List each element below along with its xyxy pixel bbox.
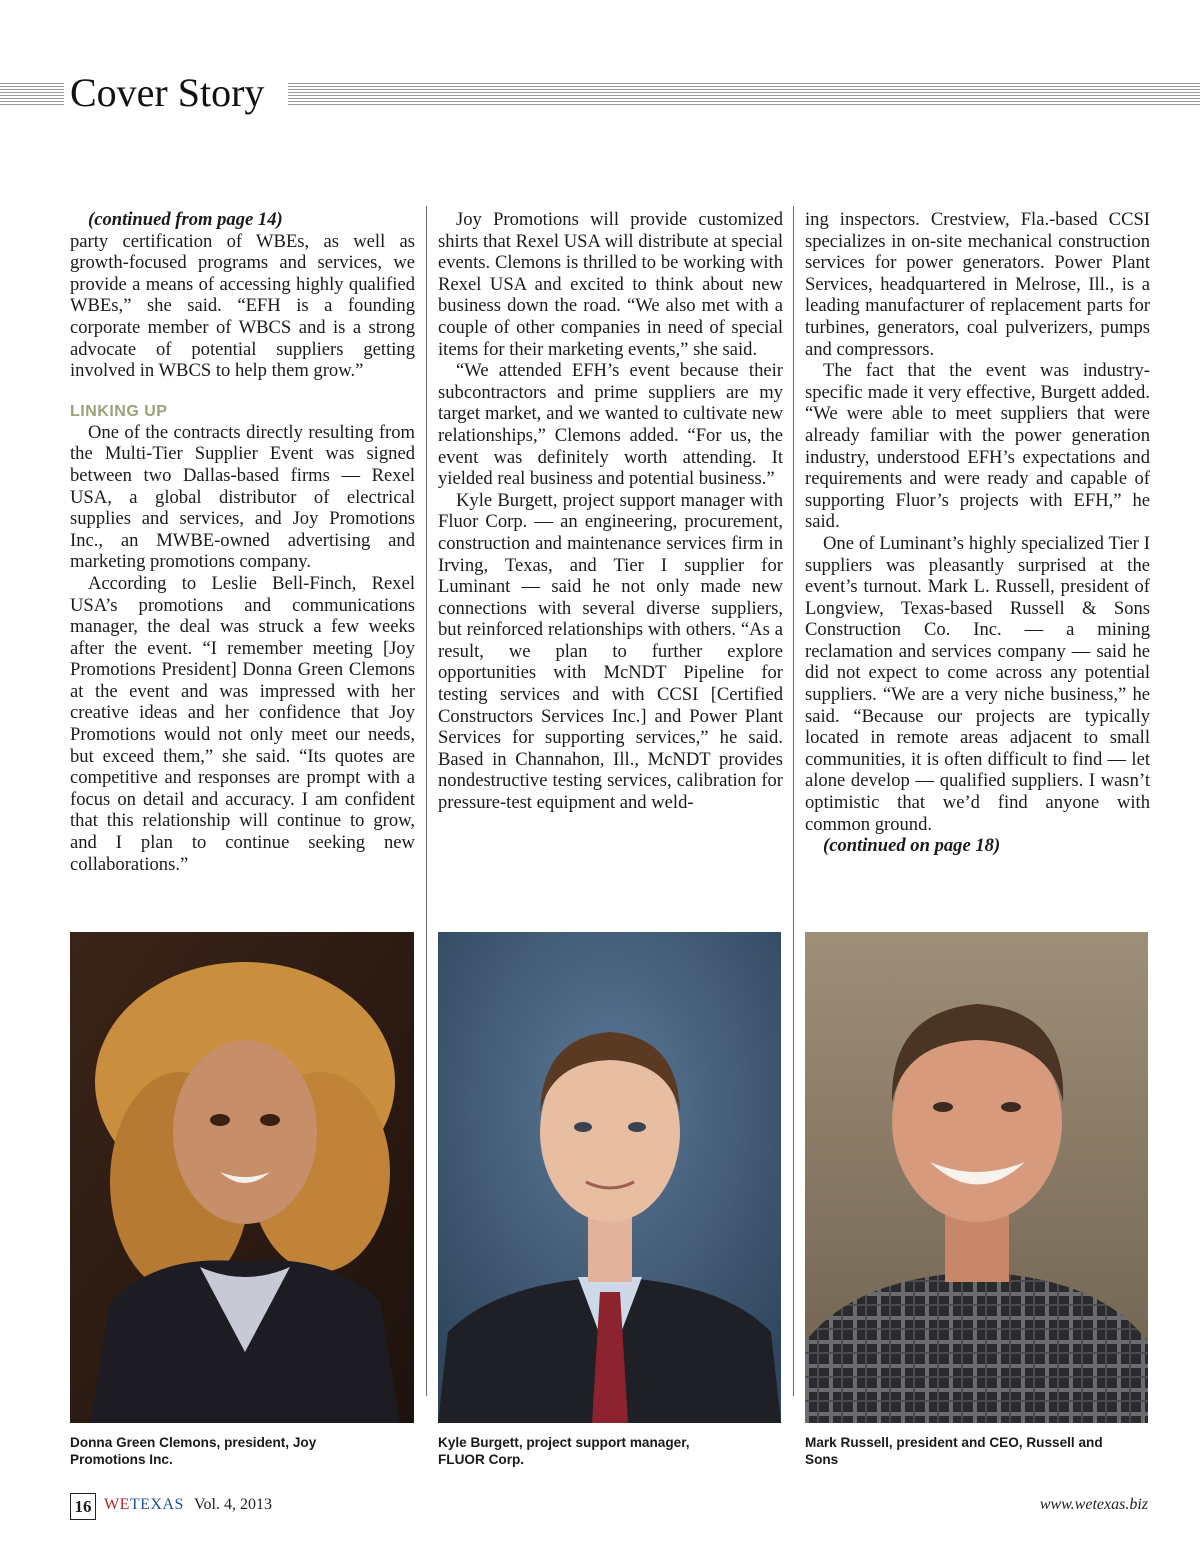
header-rule-left [0, 83, 64, 105]
paragraph: Joy Promotions will provide customized shirts that Rexel USA will distribute at special events. Clemons is thrilled to be working with Rexel USA and excited to think about new business down the road. “We also met with a couple of other companies in need of special items for their marketing events,” she said. [438, 209, 783, 360]
section-header [0, 70, 1200, 120]
paragraph: ing inspectors. Crestview, Fla.-based CCSI specializes in on-site mechanical construction services for power generators. Power Plant Services, headquartered in Melrose, Ill., is a leading manufacturer of replacement parts for turbines, generators, coal pulverizers, pumps and compressors. [805, 209, 1150, 360]
article-column-3 [805, 209, 1150, 857]
paragraph: “We attended EFH’s event because their subcontractors and prime suppliers are my target market, and we wanted to cultivate new relationships,” Clemons added. “For us, the event was definitely worth attending. It yielded real business and potential business.” [438, 360, 783, 490]
paragraph: Kyle Burgett, project support manager with Fluor Corp. — an engineering, procurement, construction and maintenance services firm in Irving, Texas, and Tier I supplier for Luminant — said he not only made new connections with several diverse suppliers, but reinforced relationships with others. “As a result, we plan to further explore opportunities with McNDT Pipeline for testing services and with CCSI [Certified Constructors Services Inc.] and Power Plant Services for supporting services,” he said. Based in Channahon, Ill., McNDT provides nondestructive testing services, calibration for pressure-test equipment and weld- [438, 489, 783, 814]
paragraph: The fact that the event was industry-specific made it very effective, Burgett added. “We were able to meet suppliers that were already familiar with the power generation industry, understood EFH’s expectations and requirements and were ready and capable of supporting Fluor’s projects with EFH,” he said. [805, 360, 1150, 533]
brand-we: WE [104, 1496, 130, 1513]
subhead-linking-up: LINKING UP [70, 402, 168, 420]
photo-caption: Mark Russell, president and CEO, Russell and Sons [805, 1435, 1103, 1467]
article-column-1 [70, 209, 415, 875]
article-column-2 [438, 209, 783, 814]
paragraph: One of the contracts directly resulting from the Multi-Tier Supplier Event was signed between two Dallas-based firms — Rexel USA, a global distributor of electrical supplies and services, and Joy Promotions Inc., an MWBE-owned advertising and marketing promotions company. [70, 421, 415, 573]
website-url: www.wetexas.biz [1039, 1496, 1148, 1513]
page-number: 16 [70, 1493, 96, 1520]
portrait-photo-kyle-burgett [438, 932, 781, 1423]
column-divider-1 [426, 206, 427, 1396]
paragraph: According to Leslie Bell-Finch, Rexel USA’s promotions and communications manager, the deal was struck a few weeks after the event. “I remember meeting [Joy Promotions President] Donna Green Clemons at the event and was impressed with her creative ideas and her confidence that Joy Promotions would not only meet our needs, but exceed them,” she said. “Its quotes are competitive and responses are prompt with a focus on detail and accuracy. I am confident that this relationship will continue to grow, and I plan to continue seeking new collaborations.” [70, 572, 415, 875]
brand-texas: TEXAS [129, 1496, 184, 1513]
portrait-illustration [438, 932, 781, 1423]
photo-caption: Donna Green Clemons, president, Joy Promotions Inc. [70, 1435, 317, 1467]
photo-caption: Kyle Burgett, project support manager, FLUOR Corp. [438, 1435, 690, 1467]
magazine-brand [104, 1496, 184, 1514]
paragraph: One of Luminant’s highly specialized Tier I suppliers was pleasantly surprised at the event’s turnout. Mark L. Russell, president of Longview, Texas-based Russell & Sons Construction Co. Inc. — a mining reclamation and services company — said he did not expect to come across any potential suppliers. “We are a very niche business,” he said. “Because our projects are typically located in remote areas adjacent to small communities, it is often difficult to find — let alone develop — qualified suppliers. I wasn’t optimistic that we’d find anyone with common ground. [805, 532, 1150, 835]
page-footer [70, 1493, 1148, 1523]
portrait-photo-mark-russell [805, 932, 1148, 1423]
continued-on-note: (continued on page 18) [823, 835, 1001, 857]
column-divider-2 [793, 206, 794, 1396]
issue-volume: Vol. 4, 2013 [194, 1496, 272, 1513]
portrait-illustration [70, 932, 414, 1423]
portrait-illustration [805, 932, 1148, 1423]
section-title: Cover Story [70, 70, 265, 115]
portrait-photo-donna-green-clemons [70, 932, 414, 1423]
continued-from-note: (continued from page 14) [88, 209, 283, 230]
paragraph: party certification of WBEs, as well as growth-focused programs and services, we provide a means of accessing highly qualified WBEs,” she said. “EFH is a founding corporate member of WBCS and is a strong advocate of potential suppliers getting involved in WBCS to help them grow.” [70, 230, 415, 382]
header-rule-right [288, 83, 1200, 105]
